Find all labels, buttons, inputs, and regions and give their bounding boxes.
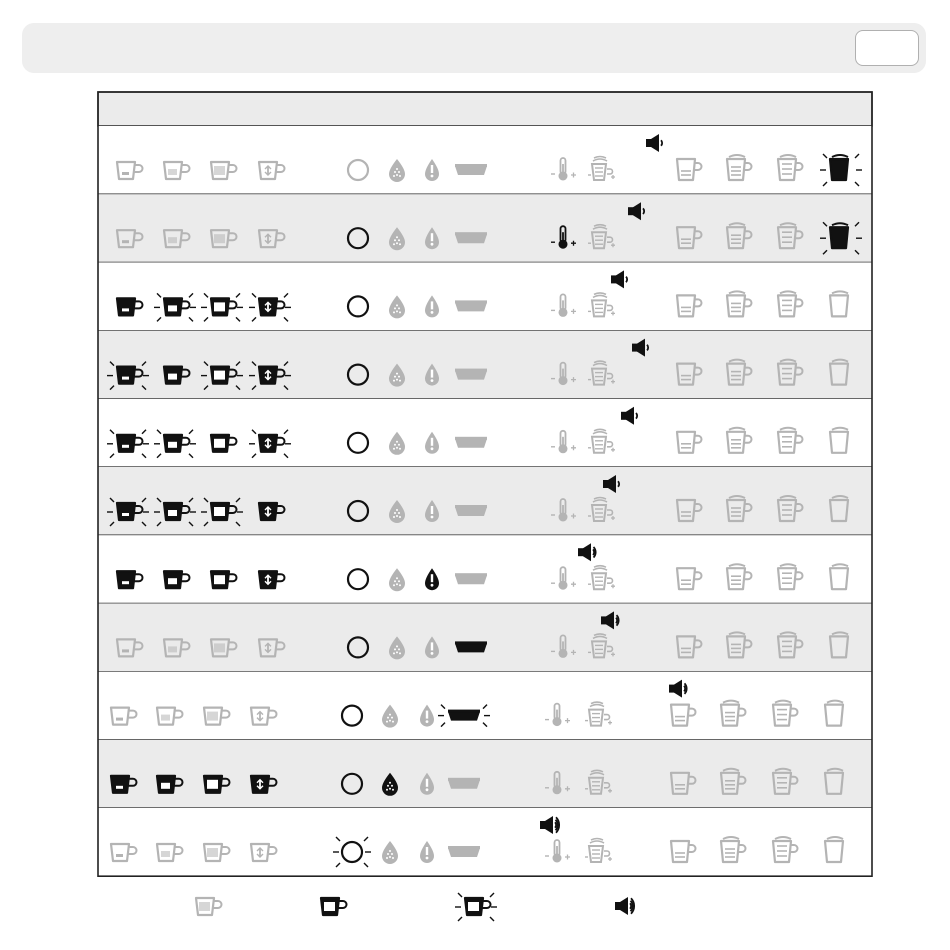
drip-tray-icon <box>455 437 487 448</box>
indicator-row <box>98 672 872 740</box>
indicator-row <box>98 603 872 671</box>
legend <box>196 893 634 921</box>
indicator-row <box>98 262 872 330</box>
drip-tray-icon <box>448 846 480 857</box>
drip-tray-icon <box>455 300 487 311</box>
indicator-row <box>98 399 872 467</box>
drip-tray-icon <box>448 778 480 789</box>
indicator-row <box>98 467 872 535</box>
drip-tray-icon <box>455 369 487 380</box>
indicator-row <box>98 535 872 603</box>
indicator-row <box>98 331 872 399</box>
legend-blink-icon <box>455 893 497 921</box>
legend-on-icon <box>321 898 347 915</box>
table-header <box>98 92 872 126</box>
indicator-row <box>98 126 872 194</box>
drip-tray-icon <box>455 573 487 584</box>
legend-off-icon <box>196 898 222 915</box>
indicator-row <box>98 194 872 262</box>
indicator-row <box>98 740 872 808</box>
drip-tray-icon <box>455 505 487 516</box>
drip-tray-icon <box>455 164 487 175</box>
indicator-row <box>98 808 872 876</box>
drip-tray-icon <box>455 232 487 243</box>
legend-sound-icon <box>615 897 634 915</box>
drip-tray-icon <box>455 641 487 652</box>
